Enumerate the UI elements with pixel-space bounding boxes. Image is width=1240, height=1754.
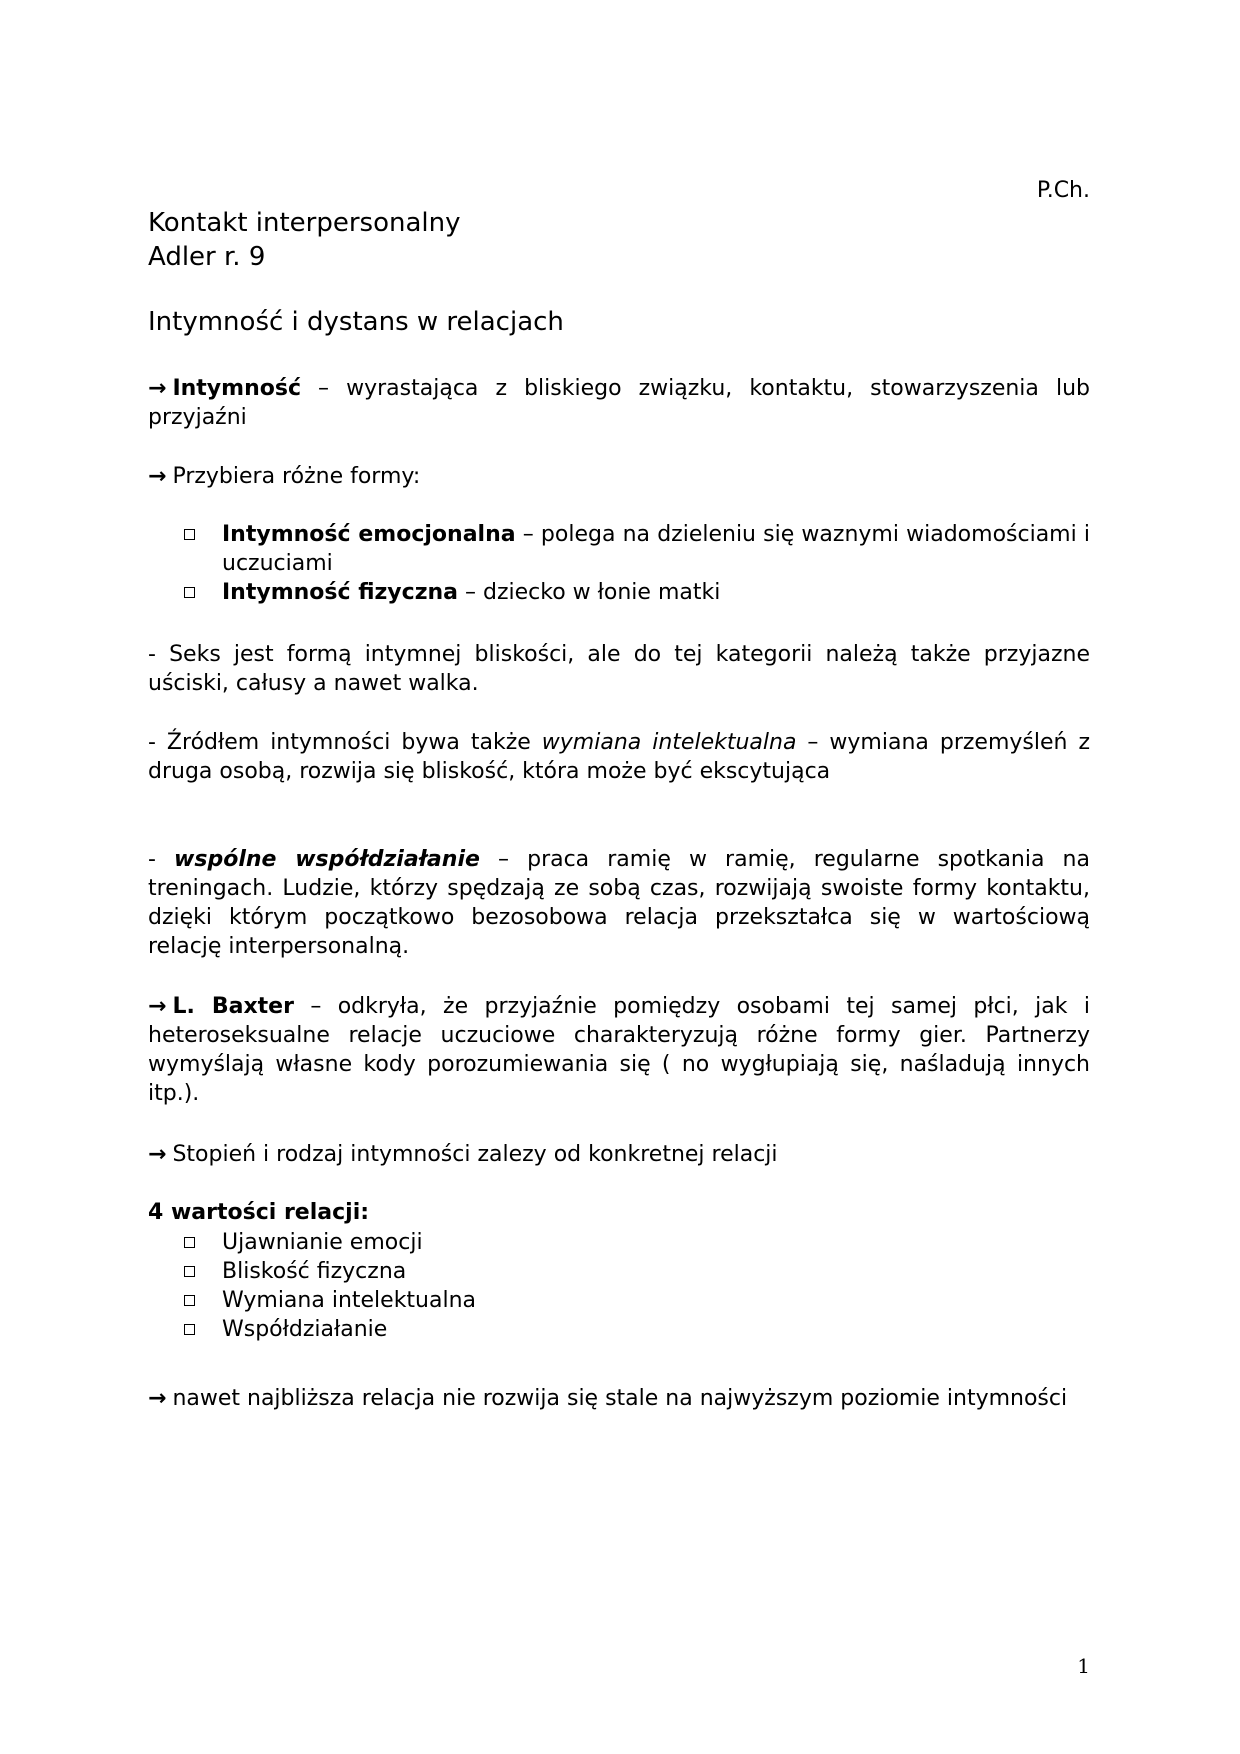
term-cooperation: wspólne współdziałanie [174, 847, 480, 872]
paragraph-baxter [148, 992, 1090, 1108]
section-heading: Intymność i dystans w relacjach [148, 307, 564, 337]
checkbox-bullet-icon [184, 587, 195, 598]
list-item-text: Ujawnianie emocji [222, 1230, 423, 1255]
paragraph-sex: - Seks jest formą intymnej bliskości, ale do tej kategorii należą także przyjazne uściski, całusy a nawet walka. [148, 642, 1090, 696]
cooperation-prefix: - [148, 847, 175, 872]
baxter-text: – odkryła, że przyjaźnie pomiędzy osobami tej samej płci, jak i heteroseksualne relacje uczuciowe charakteryzują różne formy gier. Partnerzy wymyślają własne kody porozumiewania się ( no wygłupiają się, naśladują innych itp.). [148, 994, 1090, 1106]
arrow-icon: → [148, 1142, 167, 1167]
list-item [184, 1315, 1090, 1344]
term-intimacy: Intymność [172, 376, 301, 401]
values-heading [148, 1198, 1090, 1227]
document-title [148, 206, 461, 274]
checkbox-bullet-icon [184, 529, 195, 540]
list-item [184, 1228, 1090, 1257]
degree-text: Stopień i rodzaj intymności zalezy od konkretnej relacji [172, 1142, 778, 1167]
page-number: 1 [1077, 1654, 1090, 1678]
term-intellectual-exchange: wymiana intelektualna [541, 730, 797, 755]
paragraph-degree [148, 1140, 1090, 1169]
forms-list [184, 520, 1090, 607]
author-initials: P.Ch. [1036, 178, 1090, 203]
term-baxter: L. Baxter [172, 994, 294, 1019]
checkbox-bullet-icon [184, 1237, 195, 1248]
checkbox-bullet-icon [184, 1266, 195, 1277]
paragraph-source [148, 728, 1090, 786]
source-text: – wymiana przemyśleń z druga osobą, rozwija się bliskość, która może być ekscytująca [148, 730, 1091, 784]
list-item-term: Intymność fizyczna [222, 580, 459, 605]
list-item [184, 1286, 1090, 1315]
list-item-term: Intymność emocjonalna [222, 522, 516, 547]
list-item-text: – dziecko w łonie matki [458, 580, 721, 605]
forms-intro: Przybiera różne formy: [172, 464, 421, 489]
paragraph-cooperation [148, 845, 1090, 961]
paragraph-forms [148, 462, 1090, 491]
source-prefix: - Źródłem intymności bywa także [148, 730, 542, 755]
list-item [184, 578, 1090, 607]
checkbox-bullet-icon [184, 1324, 195, 1335]
checkbox-bullet-icon [184, 1295, 195, 1306]
values-list [184, 1228, 1090, 1344]
list-item-text: Współdziałanie [222, 1317, 388, 1342]
list-item [184, 1257, 1090, 1286]
title-line-1: Kontakt interpersonalny [148, 208, 461, 238]
paragraph-closing [148, 1384, 1090, 1413]
list-item-text: Bliskość fizyczna [222, 1259, 407, 1284]
arrow-icon: → [148, 994, 167, 1019]
list-item [184, 520, 1090, 578]
list-item-text: – polega na dzieleniu się waznymi wiadomościami i uczuciami [222, 522, 1090, 576]
values-heading-text: 4 wartości relacji: [148, 1200, 370, 1225]
paragraph-intimacy [148, 374, 1090, 432]
arrow-icon: → [148, 376, 167, 401]
cooperation-text: – praca ramię w ramię, regularne spotkania na treningach. Ludzie, którzy spędzają ze sobą czas, rozwijają swoiste formy kontaktu, dzięki którym początkowo bezosobowa relacja przekształca się w wartościową relację interpersonalną. [148, 847, 1090, 959]
arrow-icon: → [148, 1386, 167, 1411]
list-item-text: Wymiana intelektualna [222, 1288, 477, 1313]
closing-text: nawet najbliższa relacja nie rozwija się stale na najwyższym poziomie intymności [172, 1386, 1068, 1411]
title-line-2: Adler r. 9 [148, 242, 266, 272]
arrow-icon: → [148, 464, 167, 489]
intimacy-definition: – wyrastająca z bliskiego związku, kontaktu, stowarzyszenia lub przyjaźni [148, 376, 1090, 430]
